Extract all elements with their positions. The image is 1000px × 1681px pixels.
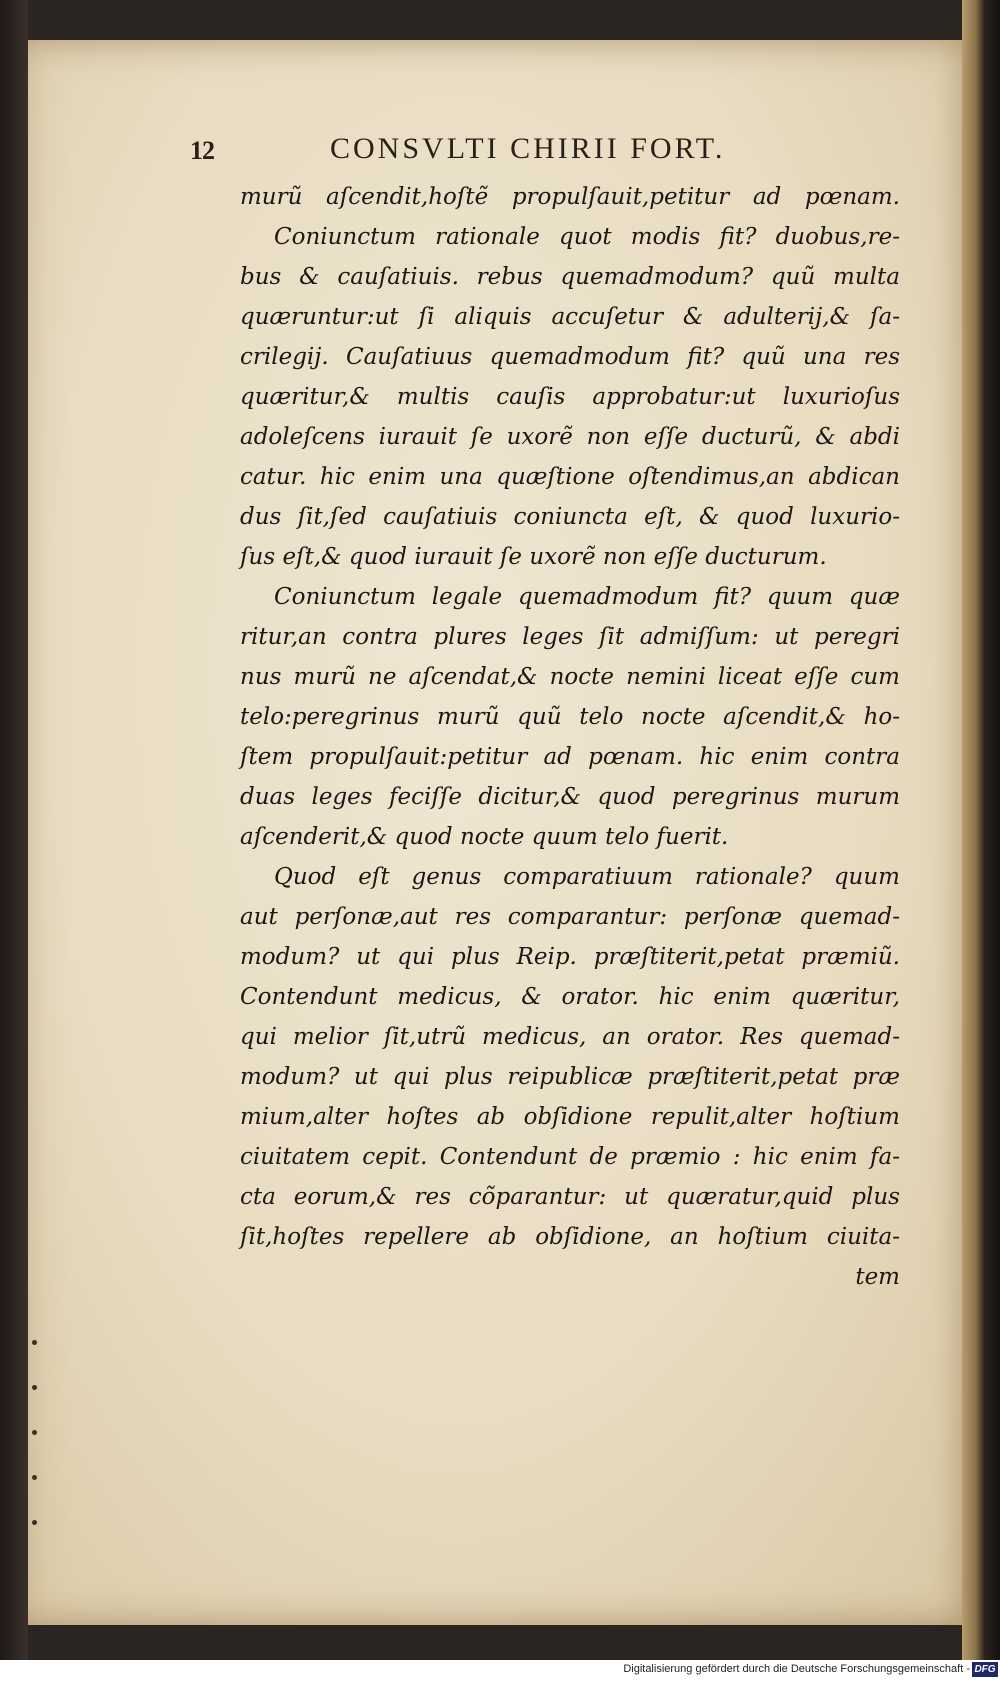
text-line: Coniunctum rationale quot modis fit? duobus,re- — [274, 224, 900, 250]
text-line: murũ aſcendit,hoſtẽ propulſauit,petitur ad pœnam. — [240, 184, 900, 210]
footer-bar — [0, 1660, 1000, 1681]
text-line: crilegij. Cauſatiuus quemadmodum fit? quũ una res — [240, 344, 900, 370]
text-line: ſus eſt,& quod iurauit ſe uxorẽ non eſſe ducturum. — [240, 544, 827, 570]
text-line: ſtem propulſauit:petitur ad pœnam. hic enim contra — [240, 744, 900, 770]
text-line: nus murũ ne aſcendat,& nocte nemini liceat eſſe cum — [240, 664, 900, 690]
text-line: dus ſit,ſed cauſatiuis coniuncta eſt, & quod luxurio- — [240, 504, 900, 530]
text-line: Contendunt medicus, & orator. hic enim quæritur, — [240, 984, 900, 1010]
gutter-dot — [32, 1340, 37, 1345]
gutter-dot — [32, 1385, 37, 1390]
binding-board-left — [0, 0, 28, 1660]
text-line: aſcenderit,& quod nocte quum telo fuerit. — [240, 824, 729, 850]
catchword: tem — [855, 1264, 900, 1290]
text-line: modum? ut qui plus reipublicæ præſtiterit,petat præ — [240, 1064, 900, 1090]
text-line: modum? ut qui plus Reip. præſtiterit,petat præmiũ. — [240, 944, 900, 970]
dfg-logo: DFG — [972, 1662, 998, 1677]
text-line: cta eorum,& res cõparantur: ut quæratur,quid plus — [240, 1184, 900, 1210]
text-line: mium,alter hoſtes ab obſidione repulit,alter hoſtium — [240, 1104, 900, 1130]
page-number: 12 — [190, 136, 214, 165]
funding-credit: Digitalisierung gefördert durch die Deutsche Forschungsgemeinschaft - — [623, 1663, 970, 1675]
running-title: CONSVLTI CHIRII FORT. — [330, 132, 726, 165]
text-line: catur. hic enim una quæſtione oſtendimus,an abdican — [240, 464, 900, 490]
text-line: ciuitatem cepit. Contendunt de præmio : hic enim fa- — [240, 1144, 900, 1170]
gutter-dot — [32, 1520, 37, 1525]
text-line: quæritur,& multis cauſis approbatur:ut luxurioſus — [240, 384, 900, 410]
gutter-marks — [28, 1340, 42, 1600]
text-line: bus & cauſatiuis. rebus quemadmodum? quũ multa — [240, 264, 900, 290]
text-line: ritur,an contra plures leges ſit admiſſum: ut peregri — [240, 624, 900, 650]
text-line: telo:peregrinus murũ quũ telo nocte aſcendit,& ho- — [240, 704, 900, 730]
text-line: duas leges feciſſe dicitur,& quod peregrinus murum — [240, 784, 900, 810]
text-line: ſit,hoſtes repellere ab obſidione, an hoſtium ciuita- — [240, 1224, 900, 1250]
binding-board-right — [962, 0, 1000, 1660]
gutter-dot — [32, 1430, 37, 1435]
body-text — [240, 177, 900, 1297]
text-line: Coniunctum legale quemadmodum fit? quum quæ — [274, 584, 900, 610]
gutter-dot — [32, 1475, 37, 1480]
text-line: Quod eſt genus comparatiuum rationale? quum — [274, 864, 900, 890]
text-line: aut perſonæ,aut res comparantur: perſonæ quemad- — [240, 904, 900, 930]
text-line: adoleſcens iurauit ſe uxorẽ non eſſe ducturũ, & abdi — [240, 424, 900, 450]
running-head — [190, 132, 950, 172]
text-line: quæruntur:ut ſi aliquis accuſetur & adulterij,& ſa- — [240, 304, 900, 330]
text-line: qui melior ſit,utrũ medicus, an orator. Res quemad- — [240, 1024, 900, 1050]
